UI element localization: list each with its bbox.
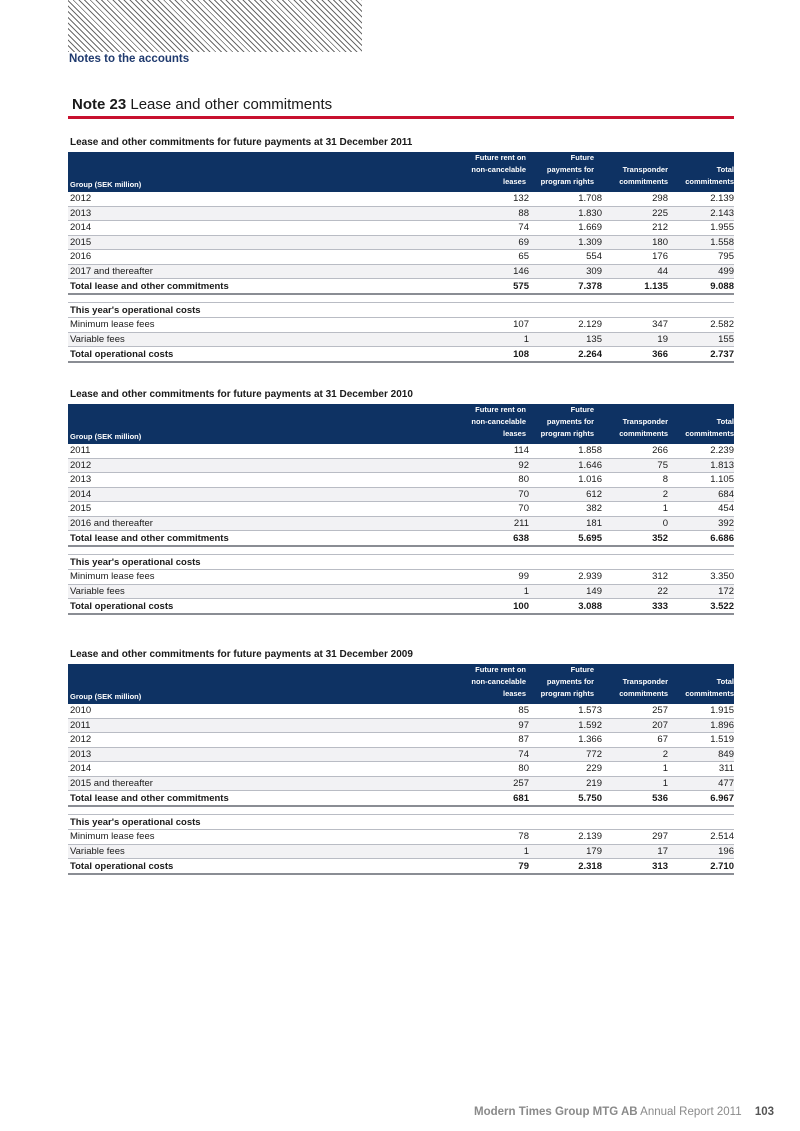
header-group: Group (SEK million)	[70, 180, 142, 189]
row-value: 2.143	[710, 207, 734, 219]
table-header	[68, 404, 734, 444]
row-label: 2016 and thereafter	[70, 517, 153, 529]
header-line: Future rent on	[475, 665, 526, 674]
row-value: 1.573	[578, 705, 602, 716]
table-row	[68, 444, 734, 459]
row-value: 2.939	[578, 571, 602, 582]
table-row	[68, 748, 734, 763]
header-c4	[674, 164, 734, 188]
row-label: Variable fees	[70, 585, 125, 597]
row-value: 313	[652, 861, 668, 872]
row-value: 333	[652, 601, 668, 612]
row-value: 575	[513, 281, 529, 292]
row-value: 1.915	[710, 705, 734, 716]
header-c1	[446, 404, 526, 440]
header-line: leases	[503, 689, 526, 698]
row-value: 114	[513, 445, 529, 456]
section-label: Notes to the accounts	[69, 53, 190, 65]
row-value: 1.830	[578, 207, 602, 219]
row-value: 6.686	[710, 533, 734, 544]
row-label: Variable fees	[70, 845, 125, 857]
row-value: 1.813	[710, 459, 734, 471]
row-value: 1.309	[578, 236, 602, 248]
row-value: 612	[586, 488, 602, 500]
commitments-table-section	[68, 136, 734, 363]
row-value: 1.669	[578, 222, 602, 233]
table-row	[68, 585, 734, 600]
row-label: Total lease and other commitments	[70, 281, 229, 292]
header-line: Future rent on	[475, 153, 526, 162]
row-value: 79	[518, 861, 529, 872]
row-value: 392	[718, 517, 734, 529]
row-value: 2.129	[578, 319, 602, 330]
row-value: 681	[513, 793, 529, 804]
row-value: 1.366	[578, 734, 602, 745]
row-value: 225	[652, 207, 668, 219]
header-group: Group (SEK million)	[70, 432, 142, 441]
total-row	[68, 791, 734, 807]
row-label: 2012	[70, 459, 92, 471]
row-value: 499	[718, 265, 734, 277]
row-label: Variable fees	[70, 333, 125, 345]
spacer	[68, 807, 734, 815]
row-value: 638	[513, 533, 529, 544]
row-value: 2.737	[710, 349, 734, 360]
table-row	[68, 777, 734, 792]
row-label: 2014	[70, 488, 92, 500]
row-value: 3.522	[710, 601, 734, 612]
row-value: 257	[513, 777, 529, 789]
total-row	[68, 531, 734, 547]
table-row	[68, 250, 734, 265]
row-value: 2.264	[578, 349, 602, 360]
row-label: Total operational costs	[70, 601, 174, 612]
row-value: 74	[518, 222, 529, 233]
row-value: 207	[652, 719, 668, 731]
note-rule	[68, 116, 734, 119]
row-value: 347	[652, 319, 668, 330]
row-value: 1.592	[578, 719, 602, 731]
note-title	[72, 96, 734, 114]
table-row	[68, 236, 734, 251]
row-value: 1.135	[644, 281, 668, 292]
row-label: 2013	[70, 474, 92, 485]
page-number: 103	[754, 1106, 774, 1118]
row-value: 92	[518, 459, 529, 471]
commitments-table-section	[68, 648, 734, 875]
header-line: leases	[503, 429, 526, 438]
header-c2	[524, 664, 594, 700]
row-value: 107	[513, 319, 529, 330]
row-value: 536	[652, 793, 668, 804]
header-c4	[674, 416, 734, 440]
footer-report: Annual Report 2011	[640, 1106, 742, 1118]
note-title-text: Lease and other commitments	[130, 96, 333, 113]
hatch-decoration	[68, 0, 362, 52]
table-row	[68, 762, 734, 777]
row-value: 2.139	[578, 831, 602, 842]
row-value: 88	[518, 207, 529, 219]
row-label: 2015	[70, 236, 92, 248]
row-label: Total lease and other commitments	[70, 793, 229, 804]
row-value: 477	[718, 777, 734, 789]
row-value: 2.514	[710, 831, 734, 842]
row-value: 684	[718, 488, 734, 500]
rows-block	[68, 192, 734, 279]
row-label: 2010	[70, 705, 92, 716]
row-value: 75	[657, 459, 668, 471]
header-line: Total	[716, 417, 734, 426]
total-row	[68, 347, 734, 363]
row-value: 2.139	[710, 193, 734, 204]
row-value: 311	[718, 763, 734, 774]
row-value: 257	[652, 705, 668, 716]
table-row	[68, 221, 734, 236]
row-value: 172	[718, 585, 734, 597]
header-c3	[598, 416, 668, 440]
row-label: 2017 and thereafter	[70, 265, 153, 277]
row-value: 2.239	[710, 445, 734, 456]
header-line: non-cancelable	[471, 165, 526, 174]
header-line: Transponder	[622, 677, 668, 686]
header-line: Total	[716, 677, 734, 686]
header-line: commitments	[619, 177, 668, 186]
row-label: 2012	[70, 193, 92, 204]
header-line: Future rent on	[475, 405, 526, 414]
table-row	[68, 570, 734, 585]
table-row	[68, 265, 734, 280]
row-value: 219	[586, 777, 602, 789]
row-value: 97	[518, 719, 529, 731]
row-value: 2.318	[578, 861, 602, 872]
table-row	[68, 488, 734, 503]
header-c4	[674, 676, 734, 700]
row-value: 2.710	[710, 861, 734, 872]
total-row	[68, 599, 734, 615]
table-row	[68, 719, 734, 734]
table-title: Lease and other commitments for future payments at 31 December 2011	[70, 137, 413, 148]
header-line: payments for	[546, 165, 594, 174]
row-value: 1.858	[578, 445, 602, 456]
row-value: 2.582	[710, 319, 734, 330]
row-label: Minimum lease fees	[70, 319, 155, 330]
table-header	[68, 664, 734, 704]
rows-block	[68, 444, 734, 531]
header-line: commitments	[619, 689, 668, 698]
header-line: leases	[503, 177, 526, 186]
row-label: 2014	[70, 763, 92, 774]
header-line: Future	[570, 405, 594, 414]
spacer	[68, 295, 734, 303]
row-value: 0	[662, 517, 668, 529]
header-c3	[598, 164, 668, 188]
row-value: 454	[718, 503, 734, 514]
table-row	[68, 459, 734, 474]
table-row	[68, 845, 734, 860]
row-value: 795	[718, 251, 734, 262]
row-value: 108	[513, 349, 529, 360]
row-value: 1.105	[710, 474, 734, 485]
op-rows-block	[68, 570, 734, 599]
rows-block	[68, 704, 734, 791]
row-label: 2015 and thereafter	[70, 777, 153, 789]
row-value: 1.558	[710, 236, 734, 248]
row-value: 229	[586, 763, 602, 774]
row-label: 2012	[70, 734, 92, 745]
row-value: 99	[518, 571, 529, 582]
header-group: Group (SEK million)	[70, 692, 142, 701]
row-value: 19	[657, 333, 668, 345]
footer	[474, 1106, 774, 1118]
row-value: 1.896	[710, 719, 734, 731]
row-value: 3.088	[578, 601, 602, 612]
row-value: 100	[513, 601, 529, 612]
table-row	[68, 207, 734, 222]
row-value: 212	[652, 222, 668, 233]
row-value: 1	[523, 585, 529, 597]
header-line: commitments	[685, 429, 734, 438]
row-value: 1.646	[578, 459, 602, 471]
header-line: non-cancelable	[471, 677, 526, 686]
row-value: 382	[586, 503, 602, 514]
row-label: Total operational costs	[70, 861, 174, 872]
row-label: Total lease and other commitments	[70, 533, 229, 544]
table-title: Lease and other commitments for future payments at 31 December 2009	[70, 649, 413, 660]
row-label: Total operational costs	[70, 349, 174, 360]
row-value: 298	[652, 193, 668, 204]
row-value: 44	[657, 265, 668, 277]
row-value: 1.519	[710, 734, 734, 745]
row-value: 70	[518, 503, 529, 514]
row-value: 772	[586, 748, 602, 760]
row-value: 5.695	[578, 533, 602, 544]
row-value: 85	[518, 705, 529, 716]
row-value: 1.708	[578, 193, 602, 204]
header-c1	[446, 152, 526, 188]
row-value: 80	[518, 474, 529, 485]
header-line: non-cancelable	[471, 417, 526, 426]
row-label: Minimum lease fees	[70, 831, 155, 842]
row-value: 3.350	[710, 571, 734, 582]
header-c1	[446, 664, 526, 700]
header-line: Future	[570, 153, 594, 162]
row-label: 2013	[70, 207, 92, 219]
row-value: 69	[518, 236, 529, 248]
header-line: commitments	[685, 177, 734, 186]
commitments-table-section	[68, 388, 734, 615]
footer-company: Modern Times Group MTG AB	[474, 1106, 638, 1118]
row-value: 366	[652, 349, 668, 360]
row-value: 1	[523, 333, 529, 345]
row-value: 1	[523, 845, 529, 857]
row-value: 176	[652, 251, 668, 262]
table-row	[68, 704, 734, 719]
row-value: 7.378	[578, 281, 602, 292]
row-value: 132	[513, 193, 529, 204]
row-value: 8	[662, 474, 668, 485]
op-costs-title: This year's operational costs	[68, 303, 734, 318]
row-value: 2	[662, 748, 668, 760]
row-value: 6.967	[710, 793, 734, 804]
table-row	[68, 517, 734, 532]
table-row	[68, 473, 734, 488]
row-value: 309	[586, 265, 602, 277]
header-line: commitments	[619, 429, 668, 438]
total-row	[68, 279, 734, 295]
row-value: 352	[652, 533, 668, 544]
row-value: 155	[718, 333, 734, 345]
op-costs-title: This year's operational costs	[68, 815, 734, 830]
row-value: 211	[513, 517, 529, 529]
header-line: Transponder	[622, 417, 668, 426]
header-line: program rights	[540, 177, 594, 186]
table-title: Lease and other commitments for future payments at 31 December 2010	[70, 389, 413, 400]
row-value: 1.016	[578, 474, 602, 485]
row-value: 312	[652, 571, 668, 582]
row-value: 1	[662, 777, 668, 789]
row-value: 180	[652, 236, 668, 248]
spacer	[68, 547, 734, 555]
row-value: 17	[657, 845, 668, 857]
row-value: 67	[657, 734, 668, 745]
row-value: 135	[586, 333, 602, 345]
row-value: 179	[586, 845, 602, 857]
op-costs-title: This year's operational costs	[68, 555, 734, 570]
row-value: 80	[518, 763, 529, 774]
header-line: Transponder	[622, 165, 668, 174]
table-row	[68, 502, 734, 517]
row-value: 149	[586, 585, 602, 597]
table-row	[68, 733, 734, 748]
row-label: 2015	[70, 503, 92, 514]
row-value: 181	[586, 517, 602, 529]
row-value: 22	[657, 585, 668, 597]
row-label: 2014	[70, 222, 92, 233]
row-label: Minimum lease fees	[70, 571, 155, 582]
row-value: 70	[518, 488, 529, 500]
row-value: 266	[652, 445, 668, 456]
op-rows-block	[68, 830, 734, 859]
row-value: 9.088	[710, 281, 734, 292]
row-value: 146	[513, 265, 529, 277]
row-value: 196	[718, 845, 734, 857]
row-value: 87	[518, 734, 529, 745]
row-value: 1	[662, 503, 668, 514]
row-value: 78	[518, 831, 529, 842]
row-value: 1	[662, 763, 668, 774]
op-rows-block	[68, 318, 734, 347]
row-value: 1.955	[710, 222, 734, 233]
row-value: 554	[586, 251, 602, 262]
header-line: Future	[570, 665, 594, 674]
row-label: 2011	[70, 719, 91, 731]
row-value: 74	[518, 748, 529, 760]
row-value: 297	[652, 831, 668, 842]
row-value: 849	[718, 748, 734, 760]
header-c3	[598, 676, 668, 700]
header-line: payments for	[546, 417, 594, 426]
row-label: 2016	[70, 251, 92, 262]
row-value: 5.750	[578, 793, 602, 804]
table-row	[68, 318, 734, 333]
row-value: 65	[518, 251, 529, 262]
header-line: payments for	[546, 677, 594, 686]
row-label: 2011	[70, 445, 91, 456]
header-c2	[524, 404, 594, 440]
header-line: program rights	[540, 689, 594, 698]
header-line: Total	[716, 165, 734, 174]
header-c2	[524, 152, 594, 188]
total-row	[68, 859, 734, 875]
note-number: Note 23	[72, 96, 127, 113]
header-line: commitments	[685, 689, 734, 698]
table-header	[68, 152, 734, 192]
table-row	[68, 830, 734, 845]
table-row	[68, 192, 734, 207]
header-line: program rights	[540, 429, 594, 438]
row-value: 2	[662, 488, 668, 500]
table-row	[68, 333, 734, 348]
row-label: 2013	[70, 748, 92, 760]
